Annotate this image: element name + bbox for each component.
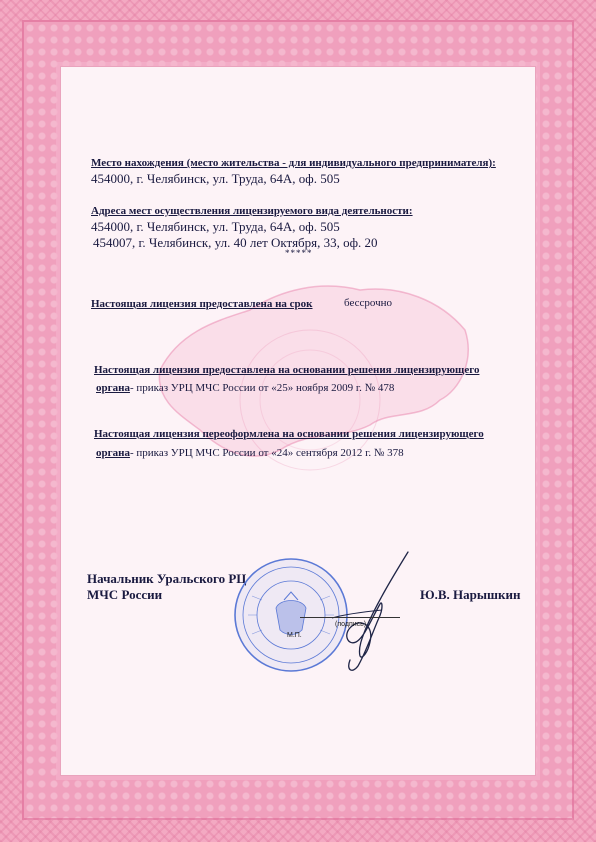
location-heading: Место нахождения (место жительства - для индивидуального предпринимателя):	[91, 157, 496, 169]
location-address: 454000, г. Челябинск, ул. Труда, 64А, оф. 505	[91, 171, 340, 186]
signatory-position-line1: Начальник Уральского РЦ	[87, 571, 247, 586]
term-label: Настоящая лицензия предоставлена на срок	[91, 298, 313, 310]
handwritten-signature	[322, 548, 414, 676]
reissued-basis-organ-label: органа	[96, 447, 130, 459]
term-value: бессрочно	[344, 297, 393, 309]
activity-address-1: 454000, г. Челябинск, ул. Труда, 64А, оф. 505	[91, 219, 340, 234]
reissued-basis-line1: Настоящая лицензия переоформлена на основании решения лицензирующего	[94, 428, 484, 440]
activity-address-2: 454007, г. Челябинск, ул. 40 лет Октября, 33, оф. 20	[93, 235, 378, 250]
signatory-name: Ю.В. Нарышкин	[420, 587, 521, 602]
signatory-position-line2: МЧС России	[87, 587, 163, 602]
granted-basis-organ-label: органа	[96, 382, 130, 394]
reissued-basis-line2	[96, 443, 404, 461]
reissued-basis-order: - приказ УРЦ МЧС России от «24» сентября 2012 г. № 378	[129, 447, 404, 459]
granted-basis-line1: Настоящая лицензия предоставлена на основании решения лицензирующего	[94, 364, 480, 376]
section-separator: *****	[285, 248, 313, 258]
activity-addresses-heading: Адреса мест осуществления лицензируемого вида деятельности:	[91, 205, 413, 217]
granted-basis-line2	[96, 378, 394, 396]
stamp-caption: М.П.	[287, 632, 302, 639]
signature-caption: (подпись)	[335, 621, 367, 628]
granted-basis-order: - приказ УРЦ МЧС России от «25» ноября 2009 г. № 478	[129, 382, 395, 394]
signature-line	[300, 617, 400, 618]
